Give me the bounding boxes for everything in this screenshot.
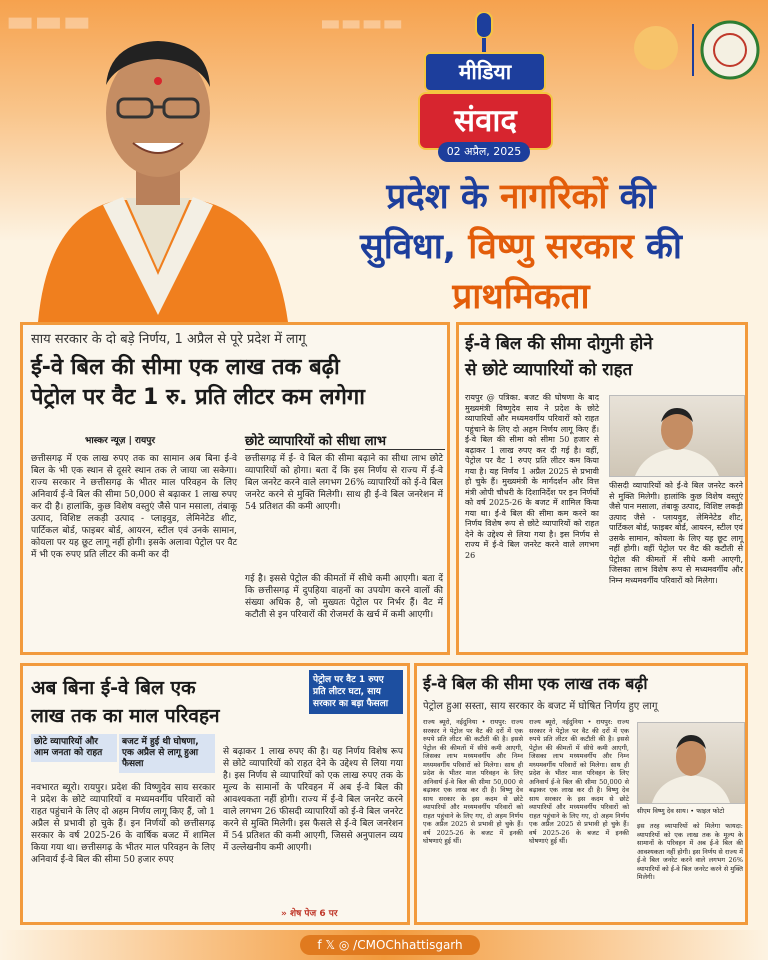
chhattisgarh-emblem-icon xyxy=(702,22,758,78)
news-clip-bhaskar xyxy=(20,322,450,655)
headline-text: की xyxy=(607,177,656,217)
headline-text: सुविधा, xyxy=(360,227,469,267)
headline-accent: प्राथमिकता xyxy=(452,277,590,317)
news-clip-patrika xyxy=(456,322,748,655)
badge-date: 02 अप्रैल, 2025 xyxy=(438,142,530,162)
cm-photo xyxy=(637,722,745,804)
clip-headline: अब बिना ई-वे बिल एक xyxy=(31,677,196,699)
headline-accent: विष्णु सरकार xyxy=(468,227,634,267)
government-logos xyxy=(632,10,762,90)
headline-text: प्रदेश के xyxy=(386,177,500,217)
article-column: राज्य ब्यूरो, नईदुनिया • रायपुर: राज्य सरकार ने पेट्रोल पर वैट की दरों में एक रुपये प्रति लीटर की कटौती की है। इससे पेट्रोल की कीमतों में सीधे कमी आएगी, जिसका लाभ मध्यमवर्गीय और निम्न मध्यमवर्गीय परिवारों को मिलेगा। साथ ही प्रदेश के भीतर माल परिवहन के लिए अनिवार्य ई-वे बिल की सीमा 50,000 से बढ़ाकर एक लाख कर दी है। विष्णु देव साय सरकार के इस कदम से छोटे व्यापारियों और मध्यमवर्गीय परिवारों को राहत पहुंचाने के लिए गए, दो अहम निर्णय एक अप्रैल 2025 से प्रभावी हो चुके हैं। वर्ष 2025-26 के बजट में इनकी घोषणाएं हुई थीं। xyxy=(423,718,523,845)
article-column: राज्य ब्यूरो, नईदुनिया • रायपुर: राज्य सरकार ने पेट्रोल पर वैट की दरों में एक रुपये प्रति लीटर की कटौती की है। इससे पेट्रोल की कीमतों में सीधे कमी आएगी, जिसका लाभ मध्यमवर्गीय और निम्न मध्यमवर्गीय परिवारों को मिलेगा। साथ ही प्रदेश के भीतर माल परिवहन के लिए अनिवार्य ई-वे बिल की सीमा 50,000 से बढ़ाकर एक लाख कर दी है। विष्णु देव साय सरकार के इस कदम से छोटे व्यापारियों और मध्यमवर्गीय परिवारों को राहत पहुंचाने के लिए गए, दो अहम निर्णय एक अप्रैल 2025 से प्रभावी हो चुके हैं। वर्ष 2025-26 के बजट में इनकी घोषणाएं हुई थीं। xyxy=(529,718,629,845)
badge-media-label: मीडिया xyxy=(424,52,546,92)
clip-subheading: पेट्रोल हुआ सस्ता, साय सरकार के बजट में घोषित निर्णय हुए लागू xyxy=(423,701,658,712)
clip-headline: लाख तक का माल परिवहन xyxy=(31,705,220,727)
clip-subheading: छोटे व्यापारियों को सीधा लाभ xyxy=(245,431,445,450)
clip-headline: ई-वे बिल की सीमा दोगुनी होने xyxy=(465,334,653,354)
atal-nirman-logo-icon xyxy=(634,26,678,70)
article-column: छत्तीसगढ़ में एक लाख रुपए तक का सामान अब बिना ई-वे बिल के भी एक स्थान से दूसरे स्थान तक ले जाया जा सकेगा। राज्य सरकार ने छत्तीसगढ़ के भीतर माल परिवहन के लिए अनिवार्य ई-वे बिल की सीमा 50,000 से बढ़ाकर 1 लाख रुपए कर दी है। हालांकि, कुछ विशेष वस्तुएं जैसे पान मसाला, तंबाकू उत्पाद, विशिष्ट लकड़ी उत्पाद - प्लाइवुड, लेमिनेटेड शीट, पार्टिकल बोर्ड, फाइबर बोर्ड, आयरन, स्टील एवं उनके सामान, कोयला पर यह छूट लागू नहीं होगी। इसके अलावा पेट्रोल पर वैट में भी एक रुपए प्रति लीटर की कमी कर दी xyxy=(31,454,237,560)
clip-headline: ई-वे बिल की सीमा एक लाख तक बढ़ी xyxy=(31,355,340,380)
article-column: रायपुर @ पत्रिका. बजट की घोषणा के बाद मुख्यमंत्री विष्णुदेव साय ने प्रदेश के छोटे व्यापारियों और मध्यमवर्गीय परिवारों को राहत पहुंचाने के लिए दो अहम निर्णय लागू किए हैं। ई-वे बिल की सीमा को सीमा 50 हजार से बढ़ाकर 1 लाख रुपए कर दी गई है। वहीं, पेट्रोल पर वैट 1 रुपए प्रति लीटर कम किया गया है। यह निर्णय 1 अप्रैल 2025 से प्रभावी हो चुके हैं। मुख्यमंत्री के मार्गदर्शन और वित्त मंत्री ओपी चौधरी के दिशानिर्देश पर इन निर्णयों को वर्ष 2025-26 के बजट में शामिल किया गया था। ई-वे बिल की सीमा कम करने का निर्णय विशेष रूप से छोटे व्यापारियों को राहत देने के उद्देश्य से लिया गया है। इस निर्णय से राज्य में ई-वे बिल जनरेट करने वाले लगभग 26 xyxy=(465,393,599,560)
cm-photo xyxy=(609,395,745,477)
background-newspaper-texture: ▬▬▬▬ xyxy=(320,10,404,36)
microphone-icon xyxy=(471,12,497,56)
article-column: इस तरह व्यापारियों को मिलेगा फायदा: व्यापारियों को एक लाख तक के मूल्य के सामानों के परिवहन में अब ई-वे बिल की आवश्यकता नहीं होगी। इस निर्णय से राज्य में ई-वे बिल जनरेट करने वाले लगभग 26% व्यापारियों को ई-वे बिल जनरेट करने से मुक्ति मिलेगी। xyxy=(637,822,743,881)
news-clip-naidunia xyxy=(414,663,748,925)
logo-divider xyxy=(692,24,694,76)
clip-kicker: साय सरकार के दो बड़े निर्णय, 1 अप्रैल से पूरे प्रदेश में लागू xyxy=(31,332,306,347)
media-samvad-badge xyxy=(418,12,553,162)
page-headline xyxy=(286,172,756,322)
background-newspaper-texture: ▬▬▬ xyxy=(6,4,92,39)
badge-samvad-label: संवाद xyxy=(418,92,553,150)
clip-tag: छोटे व्यापारियों और आम जनता को राहत xyxy=(31,734,117,762)
article-column: छत्तीसगढ़ में ई- वे बिल की सीमा बढ़ाने का सीधा लाभ छोटे व्यापारियों को होगा। बता दें कि इस निर्णय से राज्य में ई-वे बिल जनरेट करने वाले लगभग 26% व्यापारियों को ई-वे बिल जनरेट करने से मुक्ति मिलेगी। साथ ही ई-वे बिल जनरेशन में 54 प्रतिशत की कमी आएगी। xyxy=(245,454,443,512)
clip-headline: ई-वे बिल की सीमा एक लाख तक बढ़ी xyxy=(423,674,648,693)
clip-headline: पेट्रोल पर वैट 1 रु. प्रति लीटर कम लगेगा xyxy=(31,385,366,410)
news-clip-navbharat xyxy=(20,663,410,925)
article-column: से बढ़ाकर 1 लाख रुपए की है। यह निर्णय विशेष रूप से छोटे व्यापारियों को राहत देने के उद्देश्य से लिया गया है। इस निर्णय से व्यापारियों को एक लाख रुपए तक के मूल्य के सामानों के परिवहन में अब ई-वे बिल की आवश्यकता नहीं होगी। राज्य में ई-वे बिल जनरेट करने वाले लगभग 26 फीसदी व्यापारियों को ई-वे बिल जनरेट करने से मुक्ति मिलेगी। इस फैसले से ई-वे बिल जनरेशन में 54 प्रतिशत की कमी आएगी, जिससे अनुपालन व्यय में उल्लेखनीय कमी आएगी। xyxy=(223,747,403,853)
headline-text: की xyxy=(633,227,682,267)
chief-minister-portrait xyxy=(18,15,298,322)
clip-headline: से छोटे व्यापारियों को राहत xyxy=(465,360,633,380)
photo-caption: सीएम विष्णु देव साय। • फाइल फोटो xyxy=(637,807,725,815)
social-handle[interactable]: f 𝕏 ◎ /CMOChhattisgarh xyxy=(300,935,480,955)
headline-accent: नागरिकों xyxy=(499,177,608,217)
continued-link[interactable]: » शेष पेज 6 पर xyxy=(281,909,338,919)
article-column: फीसदी व्यापारियों को ई-वे बिल जनरेट करने से मुक्ति मिलेगी। हालांकि कुछ विशेष वस्तुएं जैसे पान मसाला, तंबाकू उत्पाद, विशिष्ट लकड़ी उत्पाद जैसे - प्लायवुड, लेमिनेटेड शीट, पार्टिकल बोर्ड, फाइबर बोर्ड, आयरन, स्टील एवं उसके सामान, कोयला के लिए यह छूट लागू नहीं होगी। वहीं पेट्रोल पर वैट की कटौती से पेट्रोल की कीमतों में सीधे कमी आएगी, जिसका लाभ विशेष रूप से मध्यमवर्गीय और निम्न मध्यमवर्गीय परिवारों को मिलेगा। xyxy=(609,481,743,585)
clip-byline: भास्कर न्यूज़ | रायपुर xyxy=(85,436,156,446)
article-column: नवभारत ब्यूरो। रायपुर। प्रदेश की विष्णुदेव साय सरकार ने प्रदेश के छोटे व्यापारियों व मध्यमवर्गीय परिवारों को राहत पहुंचाने के लिए दो अहम निर्णय लागू किए हैं, जो 1 अप्रैल से प्रभावी हो चुके हैं। इन निर्णयों को छत्तीसगढ़ सरकार के वर्ष 2025-26 के वार्षिक बजट में शामिल किया गया था। छत्तीसगढ़ के भीतर माल परिवहन के लिए अनिवार्य ई-वे बिल की सीमा 50 हजार रुपए xyxy=(31,783,215,865)
footer-bar xyxy=(0,930,768,960)
clip-tag: बजट में हुई थी घोषणा, एक अप्रैल से लागू हुआ फैसला xyxy=(119,734,215,773)
clip-sidebar-box: पेट्रोल पर वैट 1 रुपए प्रति लीटर घटा, साय सरकार का बड़ा फैसला xyxy=(309,670,403,714)
hero-banner xyxy=(0,0,768,322)
article-column: गई है। इससे पेट्रोल की कीमतों में सीधे कमी आएगी। बता दें कि छत्तीसगढ़ में दुपहिया वाहनों का उपयोग करने वालों की संख्या अधिक है, जो मुख्यतः पेट्रोल पर निर्भर हैं। वैट में कटौती से इन परिवारों की रोजमर्रा के खर्च में कमी आएगी। xyxy=(245,574,443,620)
